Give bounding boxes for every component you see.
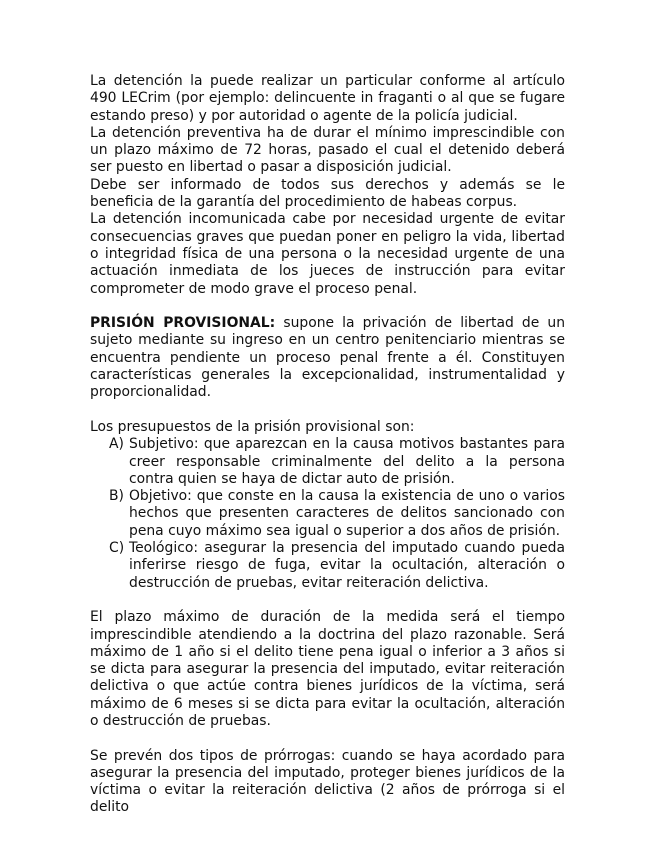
list-marker: B): [109, 488, 124, 505]
paragraph-detencion-particular: La detención la puede realizar un particular conforme al artículo 490 LECrim (por ejemplo: delincuente in fraganti o al que se fugare estando preso) y por autoridad o agente de la policía judicial.: [90, 73, 565, 124]
paragraph-derechos: Debe ser informado de todos sus derechos y además se le beneficia de la garantía del procedimiento de habeas corpus.: [90, 176, 565, 211]
paragraph-spacer: [90, 402, 565, 419]
paragraph-spacer: [90, 298, 565, 315]
presupuestos-heading: Los presupuestos de la prisión provisional son:: [90, 418, 415, 435]
paragraph-spacer: [90, 730, 565, 747]
paragraph-plazo-maximo: El plazo máximo de duración de la medida será el tiempo imprescindible atendiendo a la doctrina del plazo razonable. Será máximo de 1 año si el delito tiene pena igual o inferior a 3 años si se dicta para asegurar la presencia del imputado, evitar reiteración delictiva o que actúe contra bienes jurídicos de la víctima, será máximo de 6 meses si se dicta para evitar la ocultación, alteración o destrucción de pruebas.: [90, 609, 565, 729]
presupuestos-list: [90, 436, 565, 592]
list-item-text: Objetivo: que conste en la causa la existencia de uno o varios hechos que presenten caracteres de delitos sancionado con pena cuyo máximo sea igual o superior a dos años de prisión.: [129, 488, 565, 539]
document-page: [90, 73, 565, 817]
paragraph-detencion-preventiva: La detención preventiva ha de durar el mínimo imprescindible con un plazo máximo de 72 horas, pasado el cual el detenido deberá ser puesto en libertad o pasar a disposición judicial.: [90, 124, 565, 176]
paragraph-spacer: [90, 592, 565, 609]
list-marker: A): [109, 436, 124, 453]
list-item: [90, 540, 565, 592]
prision-term: PRISIÓN PROVISIONAL:: [90, 315, 276, 332]
list-marker: C): [109, 540, 125, 557]
prision-definition: supone la privación de libertad de un sujeto mediante su ingreso en un centro penitenciario mientras se encuentra pendiente un proceso penal frente a él. Constituyen características generales la excepcionalidad, instrumentalidad y proporcionalidad.: [90, 315, 566, 401]
list-item-text: Subjetivo: que aparezcan en la causa motivos bastantes para creer responsable criminalmente del delito a la persona contra quien se haya de dictar auto de prisión.: [129, 436, 565, 487]
list-item-text: Teológico: asegurar la presencia del imputado cuando pueda inferirse riesgo de fuga, evitar la ocultación, alteración o destrucción de pruebas, evitar reiteración delictiva.: [129, 540, 565, 591]
paragraph-detencion-incomunicada: La detención incomunicada cabe por necesidad urgente de evitar consecuencias graves que puedan poner en peligro la vida, libertad o integridad física de una persona o la necesidad urgente de una actuación inmediata de los jueces de instrucción para evitar comprometer de modo grave el proceso penal.: [90, 211, 565, 297]
list-item: [90, 436, 565, 488]
paragraph-prorrogas: Se prevén dos tipos de prórrogas: cuando se haya acordado para asegurar la presencia del imputado, proteger bienes jurídicos de la víctima o evitar la reiteración delictiva (2 años de prórroga si el delito: [90, 747, 565, 816]
paragraph-prision-provisional: [90, 315, 565, 401]
list-item: [90, 488, 565, 540]
